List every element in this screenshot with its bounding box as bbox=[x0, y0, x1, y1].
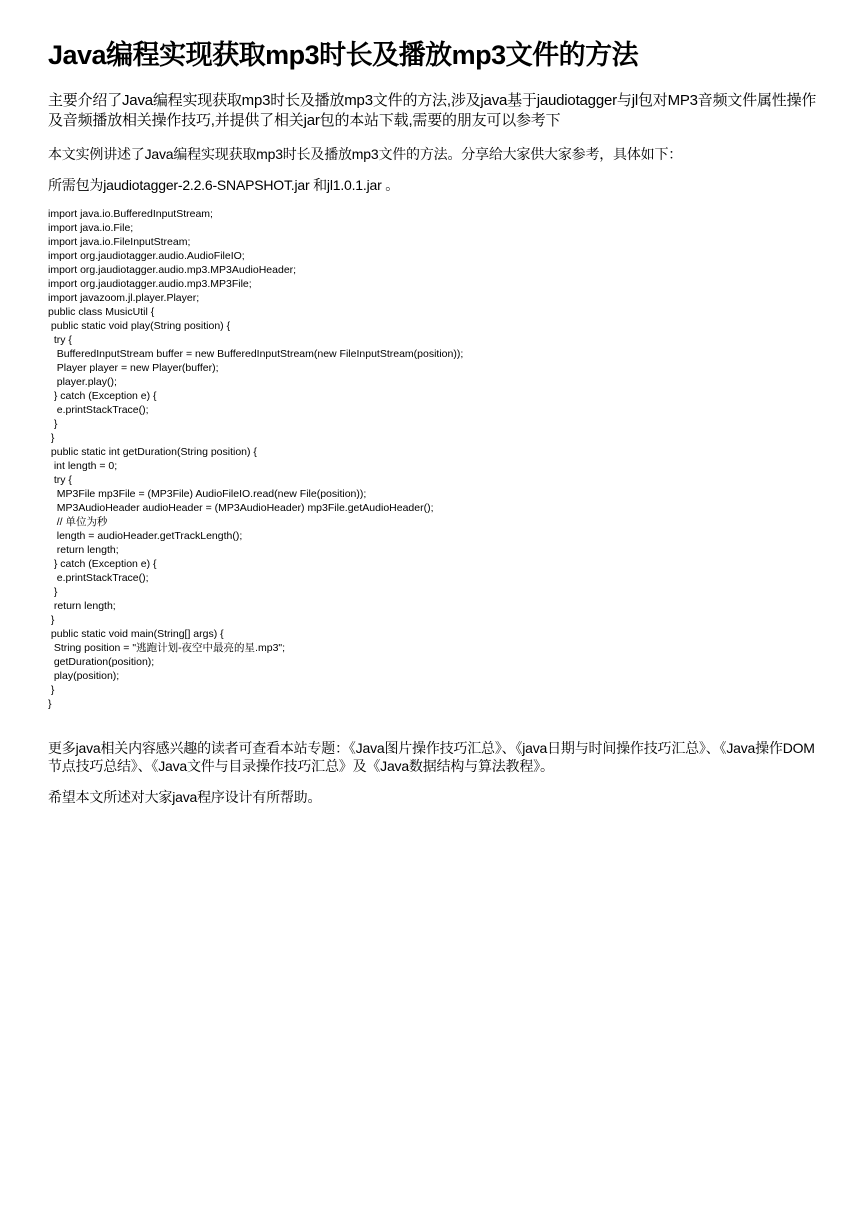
code-line: import javazoom.jl.player.Player; bbox=[48, 292, 200, 304]
code-line: } bbox=[48, 698, 52, 710]
code-line: return length; bbox=[48, 544, 119, 556]
code-line: return length; bbox=[48, 600, 116, 612]
page-title: Java编程实现获取mp3时长及播放mp3文件的方法 bbox=[48, 40, 639, 70]
code-line: } catch (Exception e) { bbox=[48, 558, 157, 570]
code-line: public static void main(String[] args) { bbox=[48, 628, 224, 640]
related-topics-paragraph: 更多java相关内容感兴趣的读者可查看本站专题：《Java图片操作技巧汇总》、《java日期与时间操作技巧汇总》、《Java操作DOM节点技巧总结》、《Java文件与目录操作技巧汇总》及《Java数据结构与算法教程》。 bbox=[48, 740, 815, 774]
code-line: MP3AudioHeader audioHeader = (MP3AudioHeader) mp3File.getAudioHeader(); bbox=[48, 502, 434, 514]
code-line: import java.io.BufferedInputStream; bbox=[48, 208, 213, 220]
code-line: try { bbox=[48, 474, 72, 486]
code-line: import org.jaudiotagger.audio.AudioFileIO; bbox=[48, 250, 245, 262]
code-line: getDuration(position); bbox=[48, 656, 155, 668]
required-packages-paragraph: 所需包为jaudiotagger-2.2.6-SNAPSHOT.jar 和jl1.0.1.jar 。 bbox=[48, 177, 400, 193]
code-line: } bbox=[48, 586, 58, 598]
code-line: Player player = new Player(buffer); bbox=[48, 362, 219, 374]
closing-paragraph: 希望本文所述对大家java程序设计有所帮助。 bbox=[48, 789, 322, 805]
code-line: e.printStackTrace(); bbox=[48, 404, 149, 416]
code-line: public static void play(String position) { bbox=[48, 320, 231, 332]
code-line: public class MusicUtil { bbox=[48, 306, 155, 318]
code-line: player.play(); bbox=[48, 376, 117, 388]
intro-paragraph: 本文实例讲述了Java编程实现获取mp3时长及播放mp3文件的方法。分享给大家供大家参考，具体如下： bbox=[48, 146, 683, 162]
code-line: length = audioHeader.getTrackLength(); bbox=[48, 530, 243, 542]
code-block bbox=[48, 207, 463, 711]
code-line: public static int getDuration(String position) { bbox=[48, 446, 257, 458]
code-line: } catch (Exception e) { bbox=[48, 390, 157, 402]
code-line: } bbox=[48, 432, 55, 444]
code-line: MP3File mp3File = (MP3File) AudioFileIO.read(new File(position)); bbox=[48, 488, 367, 500]
code-line: import org.jaudiotagger.audio.mp3.MP3AudioHeader; bbox=[48, 264, 297, 276]
code-line: } bbox=[48, 684, 55, 696]
code-line: String position = "逃跑计划-夜空中最亮的星.mp3"; bbox=[48, 642, 286, 654]
code-line: import java.io.File; bbox=[48, 222, 134, 234]
article-summary: 主要介绍了Java编程实现获取mp3时长及播放mp3文件的方法,涉及java基于jaudiotagger与jl包对MP3音频文件属性操作及音频播放相关操作技巧,并提供了相关jar包的本站下载,需要的朋友可以参考下 bbox=[48, 92, 817, 129]
code-line: } bbox=[48, 614, 55, 626]
code-line: BufferedInputStream buffer = new BufferedInputStream(new FileInputStream(position)); bbox=[48, 348, 464, 360]
code-line: } bbox=[48, 418, 58, 430]
code-line: int length = 0; bbox=[48, 460, 118, 472]
code-line: import java.io.FileInputStream; bbox=[48, 236, 191, 248]
code-line: play(position); bbox=[48, 670, 120, 682]
code-line: try { bbox=[48, 334, 72, 346]
code-line: // 单位为秒 bbox=[48, 516, 108, 528]
code-line: import org.jaudiotagger.audio.mp3.MP3File; bbox=[48, 278, 252, 290]
code-line: e.printStackTrace(); bbox=[48, 572, 149, 584]
